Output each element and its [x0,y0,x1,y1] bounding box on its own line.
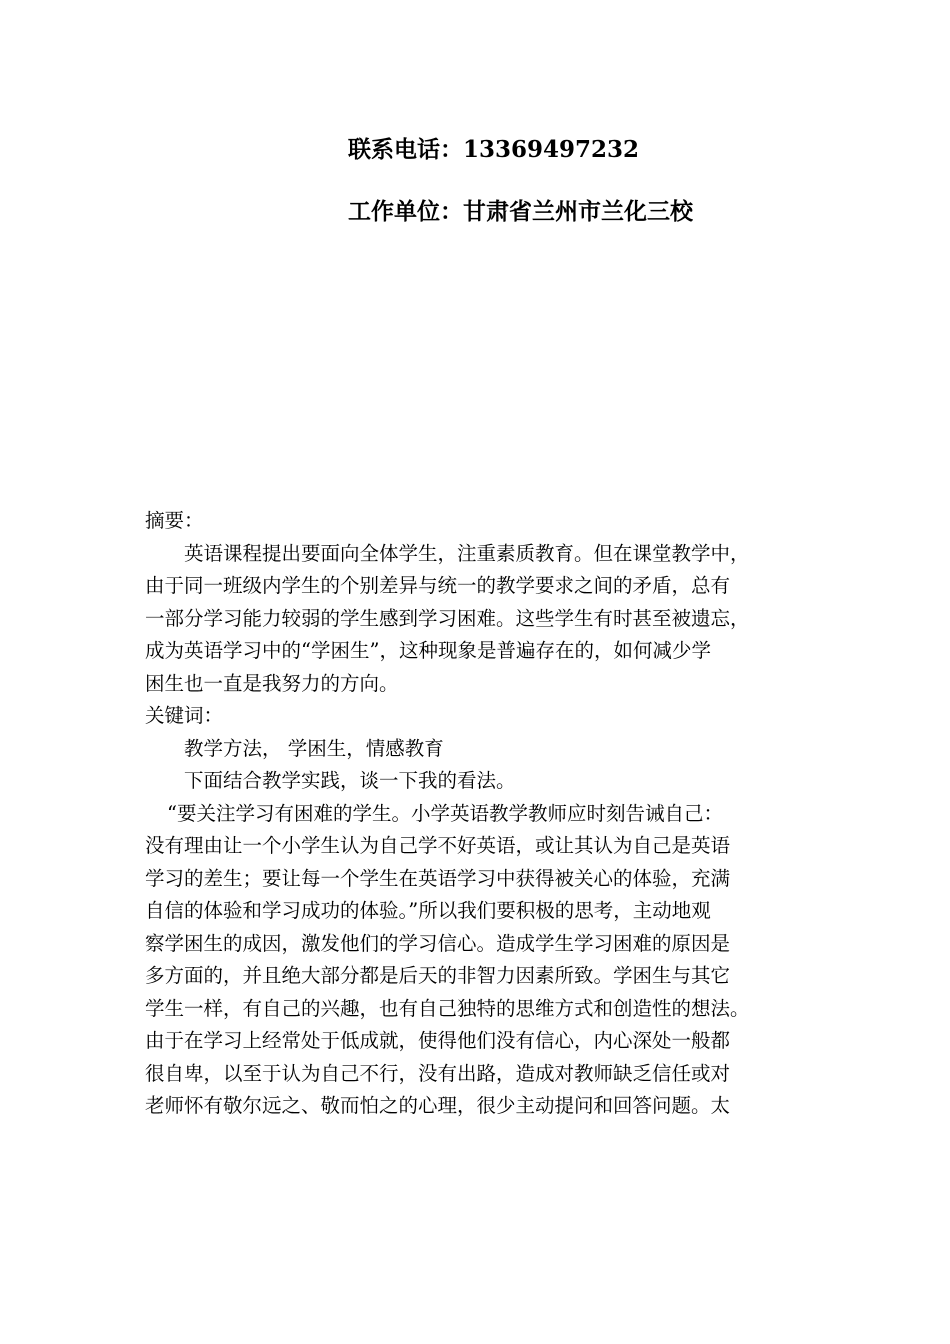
body-line: 自信的体验和学习成功的体验。”所以我们要积极的思考，主动地观 [145,899,711,922]
body-line: “要关注学习有困难的学生。小学英语教学教师应时刻告诫自己： [167,801,723,825]
body-line: 由于在学习上经常处于低成就，使得他们没有信心，内心深处一般都 [145,1029,731,1052]
contact-phone: 联系电话：13369497232 [348,136,640,163]
abstract-line: 一部分学习能力较弱的学生感到学习困难。这些学生有时甚至被遗忘， [145,606,750,630]
abstract-heading: 摘要： [145,509,204,532]
abstract-line: 由于同一班级内学生的个别差异与统一的教学要求之间的矛盾，总有 [145,574,731,597]
keywords-text: 教学方法， 学困生，情感教育 [184,736,444,760]
body-line: 很自卑，以至于认为自己不行，没有出路，造成对教师缺乏信任或对 [145,1061,731,1085]
body-line: 多方面的，并且绝大部分都是后天的非智力因素所致。学困生与其它 [145,964,731,987]
intro-line: 下面结合教学实践，谈一下我的看法。 [184,769,516,792]
abstract-line: 困生也一直是我努力的方向。 [145,671,399,695]
body-line: 没有理由让一个小学生认为自己学不好英语，或让其认为自己是英语 [145,834,731,857]
body-line: 老师怀有敬尔远之、敬而怕之的心理，很少主动提问和回答问题。太 [145,1094,731,1117]
abstract-line: 成为英语学习中的“学困生”，这种现象是普遍存在的，如何减少学 [145,639,711,662]
work-unit: 工作单位：甘肃省兰州市兰化三校 [348,198,693,225]
body-line: 学习的差生；要让每一个学生在英语学习中获得被关心的体验，充满 [145,866,731,890]
abstract-line: 英语课程提出要面向全体学生，注重素质教育。但在课堂教学中， [184,541,750,565]
document-body [145,505,835,1123]
body-line: 学生一样，有自己的兴趣，也有自己独特的思维方式和创造性的想法。 [145,996,750,1020]
body-line: 察学困生的成因，激发他们的学习信心。造成学生学习困难的原因是 [145,931,731,955]
keywords-heading: 关键词： [145,704,224,727]
